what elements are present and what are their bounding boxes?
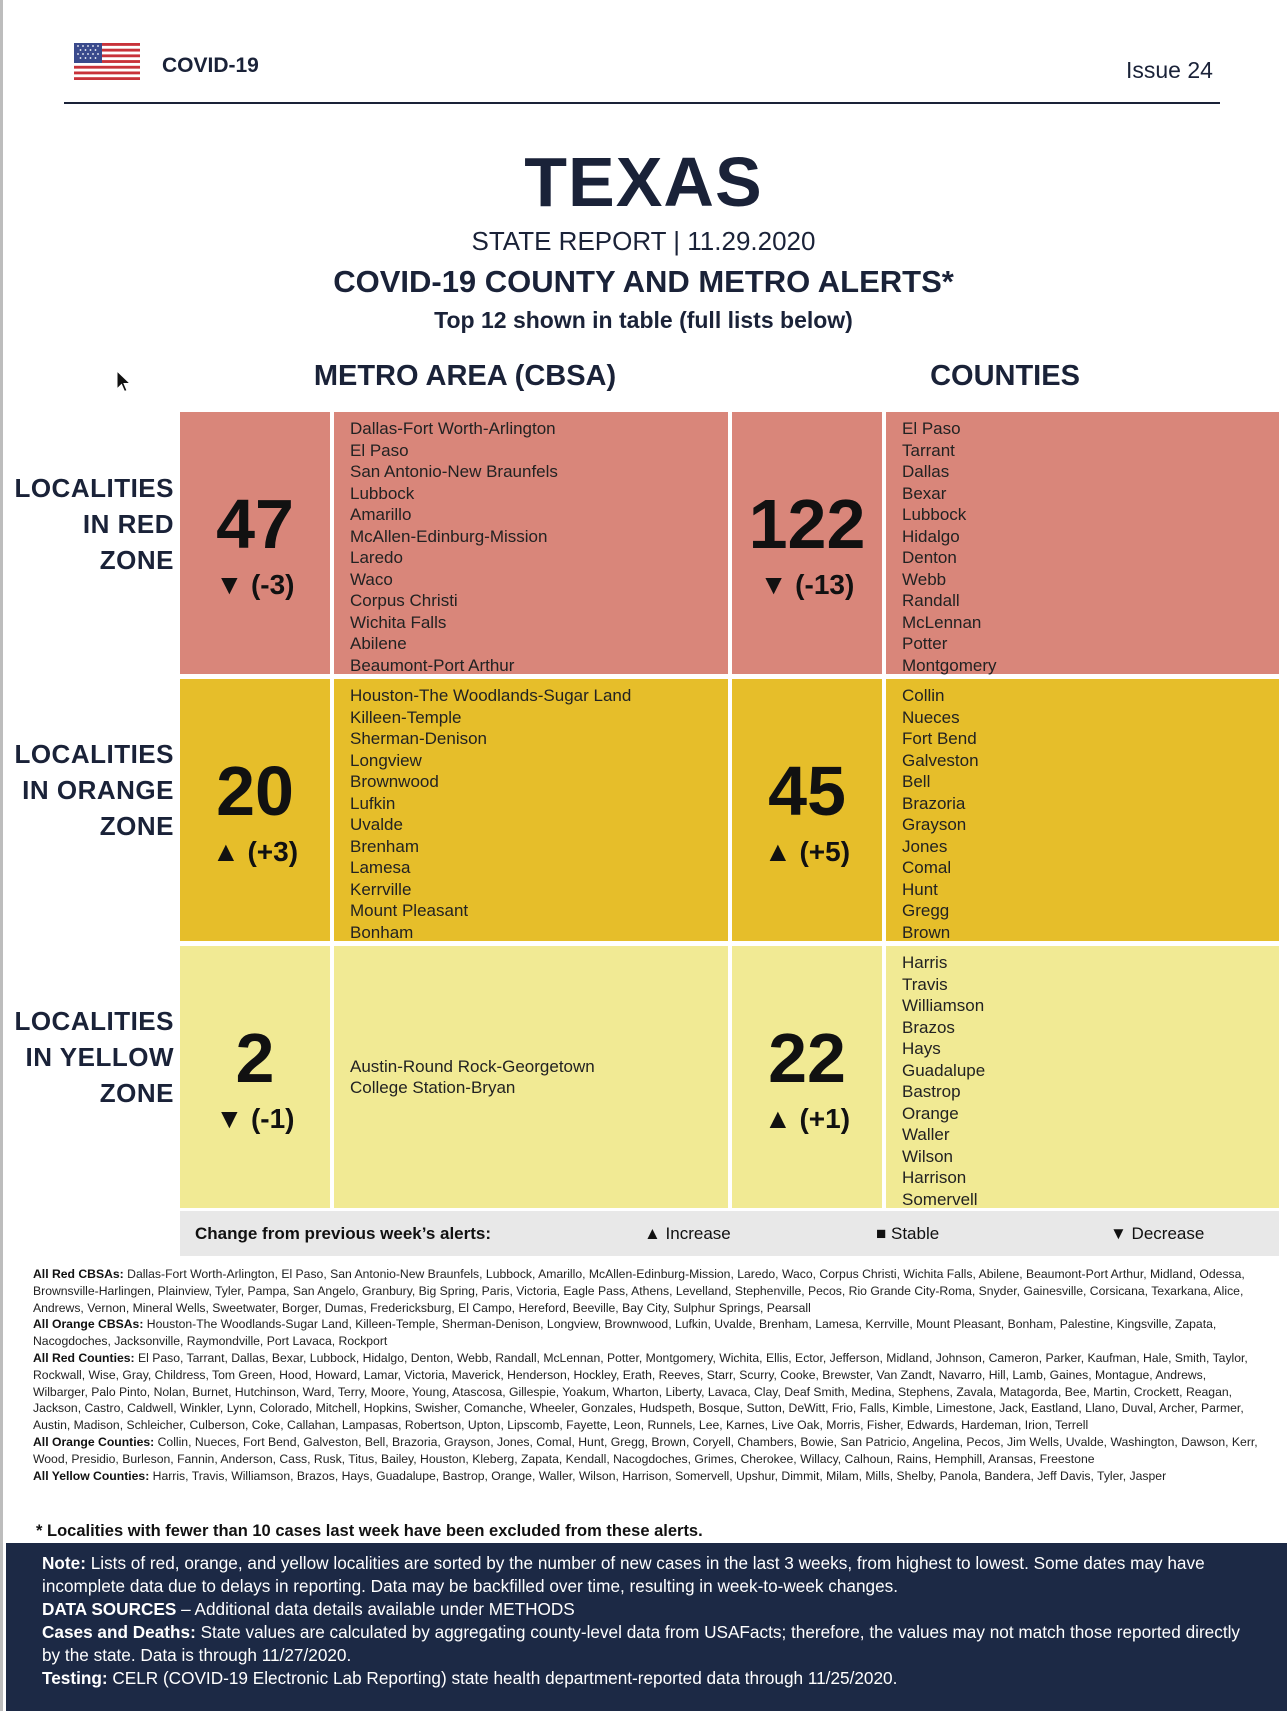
list-item: Jones [902, 836, 948, 856]
list-item: Montgomery [902, 655, 997, 675]
mouse-cursor-icon [116, 370, 132, 394]
change-legend [180, 1211, 1279, 1256]
list-item: Lubbock [902, 505, 967, 524]
red-metro-count-cell [180, 412, 330, 674]
yellow-county-list [886, 946, 1279, 1208]
list-item: Gregg [902, 901, 950, 920]
full-list-red-counties: All Red Counties: El Paso, Tarrant, Dallas, Bexar, Lubbock, Hidalgo, Denton, Webb, Randall, McLennan, Potter, Montgomery, Wichita, Ellis, Ector, Jefferson, Midland, Johnson, Cameron, Parker, Kaufman, Hale, Smith, Taylor, Rockwall, Wise, Gray, Childress, Tom Green, Hood, Howard, Lamar, Victoria, Maverick, Henderson, Hockley, Erath, Reeves, Starr, Scurry, Cooke, Brewster, Van Zandt, Navarro, Hill, Lamb, Gaines, Montague, Andrews, Wilbarger, Palo Pinto, Nolan, Burnet, Hutchinson, Ward, Terry, Moore, Young, Atascosa, Gillespie, Yoakum, Wharton, Liberty, Lavaca, Clay, Deaf Smith, Medina, Stephens, Zavala, Matagorda, Bee, Martin, Crockett, Reagan, Jackson, Castro, Caldwell, Winkler, Lynn, Colorado, Mitchell, Hopkins, Swisher, Comanche, Wheeler, Gonzales, Hudspeth, Bosque, Sutton, DeWitt, Frio, Falls, Kimble, Limestone, Jack, Eastland, Llano, Duval, Archer, Parmer, Austin, Madison, Schleicher, Culberson, Coke, Callahan, Lampasas, Robertson, Upton, Lipscomb, Fayette, Leon, Runnels, Lee, Karnes, Live Oak, Morris, Fisher, Edwards, Hardeman, Irion, Terrell [33, 1350, 1248, 1433]
list-item: Dallas-Fort Worth-Arlington [350, 419, 556, 438]
legend-decrease: ▼ Decrease [1110, 1224, 1205, 1243]
list-item: Longview [350, 750, 422, 770]
list-item: Wichita Falls [350, 612, 447, 632]
list-item: Hunt [902, 879, 938, 899]
footnote: * Localities with fewer than 10 cases last week have been excluded from these alerts. [36, 1522, 703, 1540]
list-item: Lufkin [350, 793, 396, 813]
list-item: Grayson [902, 815, 967, 834]
list-item: Harris [902, 953, 948, 972]
list-item: Travis [902, 974, 948, 994]
list-item: Wilson [902, 1146, 954, 1166]
legend-increase: ▲ Increase [644, 1224, 731, 1243]
list-item: Laredo [350, 548, 403, 567]
list-item: Randall [902, 591, 960, 610]
list-item: Dallas [902, 462, 950, 481]
list-item: College Station-Bryan [350, 1078, 516, 1097]
orange-metro-count: 20 [216, 752, 294, 830]
footer-testing: Testing: CELR (COVID-19 Electronic Lab Reporting) state health department-reported data through 11/25/2020. [42, 1668, 898, 1688]
list-item: Bexar [902, 483, 947, 503]
yellow-metro-count-cell [180, 946, 330, 1208]
list-item: Amarillo [350, 505, 412, 524]
list-item: Beaumont-Port Arthur [350, 655, 515, 675]
yellow-metro-change: ▼ (-1) [215, 1103, 295, 1134]
orange-metro-count-cell [180, 679, 330, 941]
list-item: Harrison [902, 1168, 967, 1187]
red-county-change: ▼ (-13) [759, 569, 855, 600]
list-item: Comal [902, 858, 952, 877]
legend-stable: ■ Stable [876, 1224, 940, 1243]
list-item: Corpus Christi [350, 591, 458, 610]
list-item: Mount Pleasant [350, 901, 469, 920]
list-item: Galveston [902, 750, 979, 770]
list-item: Guadalupe [902, 1060, 986, 1080]
list-item: Collin [902, 686, 945, 705]
metro-column-header: METRO AREA (CBSA) [313, 360, 617, 392]
list-item: Williamson [902, 996, 985, 1015]
counties-column-header: COUNTIES [930, 360, 1080, 392]
legend-label: Change from previous week’s alerts: [195, 1224, 492, 1243]
list-item: Brazoria [902, 793, 966, 813]
list-item: Webb [902, 569, 947, 589]
orange-zone-label: LOCALITIES IN ORANGE ZONE [14, 739, 174, 841]
red-county-list [886, 412, 1279, 674]
list-item: Fort Bend [902, 729, 977, 748]
report-topic: COVID-19 [162, 54, 259, 77]
yellow-metro-list [334, 946, 728, 1208]
list-item: Orange [902, 1103, 959, 1123]
footer-data-sources: DATA SOURCES – Additional data details available under METHODS [42, 1599, 575, 1619]
list-item: San Antonio-New Braunfels [350, 462, 558, 481]
list-item: Bonham [350, 922, 414, 942]
red-metro-change: ▼ (-3) [215, 569, 295, 600]
list-item: McLennan [902, 612, 982, 632]
list-item: Bell [902, 772, 931, 791]
list-item: Nueces [902, 707, 960, 727]
yellow-metro-count: 2 [235, 1019, 275, 1097]
list-item: Brenham [350, 836, 419, 856]
list-item: Sherman-Denison [350, 729, 488, 748]
list-item: Houston-The Woodlands-Sugar Land [350, 686, 632, 705]
list-item: Potter [902, 634, 948, 653]
list-item: Hays [902, 1039, 941, 1058]
list-item: Austin-Round Rock-Georgetown [350, 1056, 595, 1076]
footer-note: Note: Lists of red, orange, and yellow localities are sorted by the number of new cases in the last 3 weeks, from highest to lowest. Some dates may have incomplete data due to delays in reporting. Data may be backfilled over time, resulting in week-to-week changes. [42, 1553, 1205, 1596]
list-item: Lubbock [350, 483, 415, 503]
full-list-red-cbsas: All Red CBSAs: Dallas-Fort Worth-Arlington, El Paso, San Antonio-New Braunfels, Lubbock, Amarillo, McAllen-Edinburg-Mission, Laredo, Waco, Corpus Christi, Wichita Falls, Abilene, Beaumont-Port Arthur, Midland, Odessa, Brownsville-Harlingen, Plainview, Tyler, Pampa, San Angelo, Granbury, Big Spring, Paris, Victoria, Eagle Pass, Athens, Levelland, Stephenville, Pecos, Rio Grande City-Roma, Snyder, Gainesville, Corsicana, Texarkana, Alice, Andrews, Vernon, Mineral Wells, Sweetwater, Borger, Dumas, Fredericksburg, El Campo, Hereford, Beeville, Bay City, Sulphur Springs, Pearsall [33, 1267, 1245, 1315]
full-list-orange-counties: All Orange Counties: Collin, Nueces, Fort Bend, Galveston, Bell, Brazoria, Grayson, Jones, Comal, Hunt, Gregg, Brown, Coryell, Chambers, Bowie, San Patricio, Angelina, Pecos, Jim Wells, Uvalde, Washington, Dawson, Kerr, Wood, Presidio, Burleson, Fannin, Anderson, Cass, Rusk, Titus, Bailey, Houston, Kleberg, Zapata, Kendall, Nacogdoches, Grimes, Cherokee, Willacy, Calhoun, Rains, Hemphill, Aransas, Freestone [33, 1434, 1258, 1466]
list-item: Killeen-Temple [350, 707, 462, 727]
list-item: Hidalgo [902, 526, 960, 546]
full-list-orange-cbsas: All Orange CBSAs: Houston-The Woodlands-Sugar Land, Killeen-Temple, Sherman-Denison, Longview, Brownwood, Lufkin, Uvalde, Brenham, Lamesa, Kerrville, Mount Pleasant, Bonham, Palestine, Kingsville, Zapata, Nacogdoches, Jacksonville, Raymondville, Port Lavaca, Rockport [33, 1317, 1217, 1349]
yellow-county-count: 22 [768, 1019, 846, 1097]
red-metro-list [334, 412, 728, 674]
alerts-subheading: Top 12 shown in table (full lists below) [434, 307, 853, 333]
footer-notes [6, 1543, 1287, 1711]
list-item: El Paso [350, 440, 409, 460]
red-county-count-cell [732, 412, 882, 674]
yellow-county-change: ▲ (+1) [763, 1103, 851, 1134]
list-item: Brazos [902, 1017, 955, 1037]
orange-county-count: 45 [768, 752, 846, 830]
orange-county-count-cell [732, 679, 882, 941]
list-item: Waco [350, 569, 393, 589]
list-item: McAllen-Edinburg-Mission [350, 526, 548, 546]
yellow-zone-label: LOCALITIES IN YELLOW ZONE [14, 1006, 174, 1108]
issue-number: Issue 24 [1126, 57, 1213, 83]
orange-county-change: ▲ (+5) [763, 836, 851, 867]
list-item: Tarrant [902, 440, 955, 460]
header-divider [64, 102, 1220, 104]
yellow-county-count-cell [732, 946, 882, 1208]
us-flag-icon [74, 43, 140, 80]
page-title: TEXAS [524, 143, 763, 221]
alerts-heading: COVID-19 COUNTY AND METRO ALERTS* [333, 264, 954, 299]
red-county-count: 122 [748, 485, 866, 563]
list-item: Lamesa [350, 858, 411, 877]
orange-county-list [886, 679, 1279, 941]
list-item: Uvalde [350, 815, 403, 834]
orange-metro-list [334, 679, 728, 941]
list-item: El Paso [902, 419, 961, 438]
list-item: Brown [902, 922, 951, 942]
list-item: Somervell [902, 1189, 978, 1209]
report-subtitle: STATE REPORT | 11.29.2020 [471, 226, 816, 256]
list-item: Bastrop [902, 1082, 961, 1101]
red-metro-count: 47 [216, 485, 294, 563]
list-item: Kerrville [350, 879, 412, 899]
list-item: Brownwood [350, 772, 439, 791]
full-lists [33, 1266, 1258, 1484]
orange-metro-change: ▲ (+3) [211, 836, 299, 867]
footer-cases-deaths: Cases and Deaths: State values are calculated by aggregating county-level data from USAFacts; therefore, the values may not match those reported directly by the state. Data is through 11/27/2020. [42, 1622, 1241, 1665]
red-zone-label: LOCALITIES IN RED ZONE [14, 473, 174, 575]
list-item: Denton [902, 548, 957, 567]
list-item: Waller [902, 1125, 950, 1144]
list-item: Abilene [350, 634, 407, 653]
full-list-yellow-counties: All Yellow Counties: Harris, Travis, Williamson, Brazos, Hays, Guadalupe, Bastrop, Orange, Waller, Wilson, Harrison, Somervell, Upshur, Dimmit, Milam, Mills, Shelby, Panola, Bandera, Jeff Davis, Tyler, Jasper [33, 1468, 1167, 1483]
